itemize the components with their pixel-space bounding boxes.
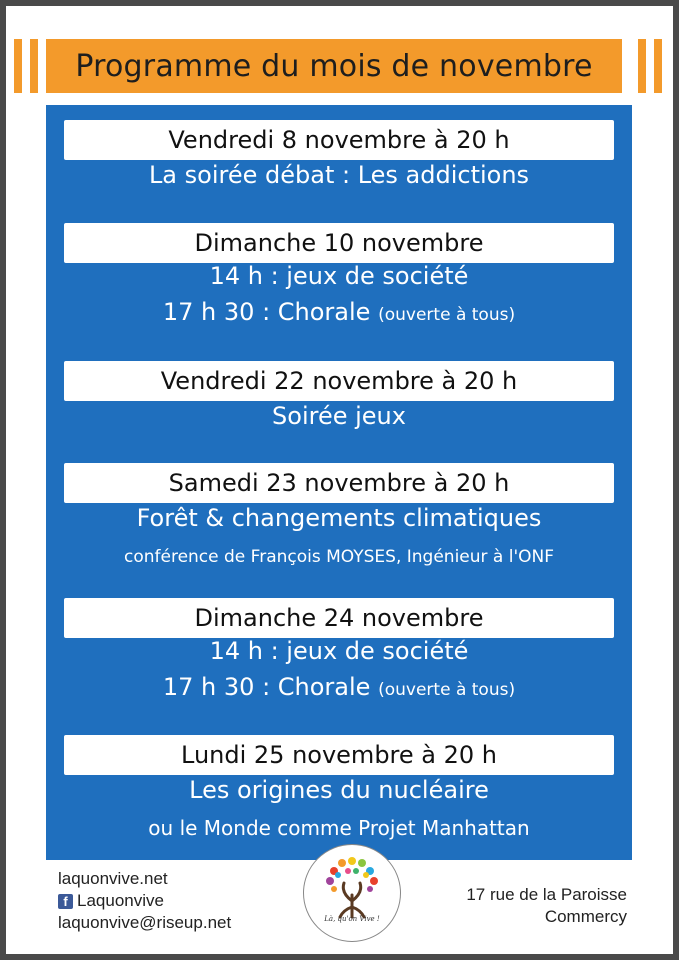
event-date: Dimanche 10 novembre bbox=[194, 229, 484, 257]
event-date: Samedi 23 novembre à 20 h bbox=[168, 469, 510, 497]
page-title: Programme du mois de novembre bbox=[75, 48, 593, 84]
right-stripe-outer bbox=[654, 39, 662, 93]
event-note: (ouverte à tous) bbox=[378, 305, 516, 325]
left-stripe-outer bbox=[14, 39, 22, 93]
tree-logo-icon bbox=[304, 845, 400, 941]
event-date: Lundi 25 novembre à 20 h bbox=[181, 741, 497, 769]
event-subline: conférence de François MOYSES, Ingénieur à l'ONF bbox=[123, 547, 555, 567]
event-line-text: 17 h 30 : Chorale bbox=[162, 673, 371, 701]
association-logo bbox=[303, 844, 401, 942]
event-line-with-note bbox=[46, 295, 632, 332]
event-line: Soirée jeux bbox=[272, 402, 406, 430]
event-date-bar bbox=[64, 120, 614, 160]
events-panel bbox=[46, 105, 632, 860]
logo-tagline: Là, qu'on Vive ! bbox=[324, 915, 380, 923]
event-date: Vendredi 8 novembre à 20 h bbox=[168, 126, 510, 154]
website-link[interactable]: laquonvive.net bbox=[58, 869, 168, 888]
event-line-with-note bbox=[46, 670, 632, 707]
event-date-bar bbox=[64, 463, 614, 503]
left-stripe-inner bbox=[30, 39, 38, 93]
event-line: Forêt & changements climatiques bbox=[136, 504, 542, 532]
event-line: 14 h : jeux de société bbox=[209, 262, 469, 290]
event-line-text: 17 h 30 : Chorale bbox=[162, 298, 371, 326]
event-date: Dimanche 24 novembre bbox=[194, 604, 484, 632]
facebook-icon: f bbox=[58, 894, 73, 909]
event-note: (ouverte à tous) bbox=[378, 680, 516, 700]
right-stripe-inner bbox=[638, 39, 646, 93]
contact-block bbox=[58, 868, 231, 934]
event-line: 14 h : jeux de société bbox=[209, 637, 469, 665]
title-banner bbox=[46, 39, 622, 93]
event-line: La soirée débat : Les addictions bbox=[148, 161, 530, 189]
event-line: ou le Monde comme Projet Manhattan bbox=[148, 816, 530, 840]
event-line: Les origines du nucléaire bbox=[189, 776, 489, 804]
address-block bbox=[466, 884, 627, 928]
email-link[interactable]: laquonvive@riseup.net bbox=[58, 913, 232, 932]
event-date: Vendredi 22 novembre à 20 h bbox=[160, 367, 518, 395]
event-date-bar bbox=[64, 223, 614, 263]
facebook-link[interactable]: Laquonvive bbox=[77, 891, 164, 910]
address-street: 17 rue de la Paroisse bbox=[466, 885, 627, 904]
flyer-page bbox=[6, 6, 673, 954]
event-date-bar bbox=[64, 598, 614, 638]
event-date-bar bbox=[64, 361, 614, 401]
address-city: Commercy bbox=[544, 907, 627, 926]
event-date-bar bbox=[64, 735, 614, 775]
